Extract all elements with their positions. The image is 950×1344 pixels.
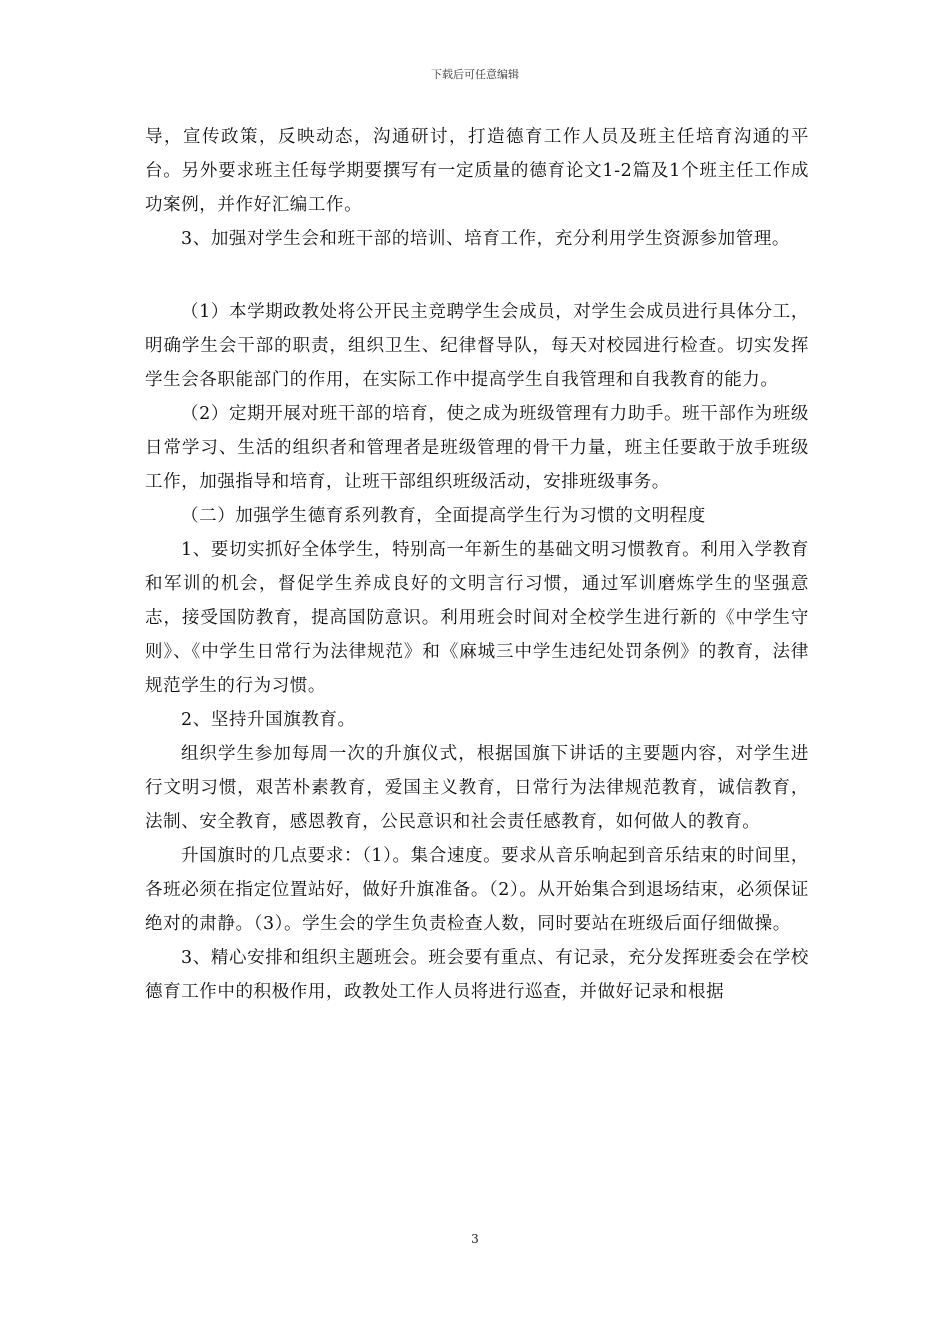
- section-heading: （二）加强学生德育系列教育，全面提高学生行为习惯的文明程度: [181, 506, 706, 526]
- page-number: 3: [471, 1232, 479, 1246]
- paragraph: 2、坚持升国旗教育。: [181, 710, 356, 730]
- paragraph: 3、加强对学生会和班干部的培训、培育工作，充分利用学生资源参加管理。: [181, 229, 791, 249]
- page-header: 下载后可任意编辑: [431, 68, 519, 81]
- paragraph: （2）定期开展对班干部的培育，使之成为班级管理有力助手。班干部作为班级日常学习、生活的组织者和管理者是班级管理的骨干力量，班主任要敢于放手班级工作，加强指导和培育，让班干部组织班级活动，安排班级事务。: [145, 404, 809, 492]
- paragraph: 组织学生参加每周一次的升旗仪式，根据国旗下讲话的主要题内容，对学生进行文明习惯，艰苦朴素教育，爱国主义教育，日常行为法律规范教育，诚信教育，法制、安全教育，感恩教育，公民意识和社会责任感教育，如何做人的教育。: [145, 744, 809, 832]
- paragraph: （1）本学期政教处将公开民主竞聘学生会成员，对学生会成员进行具体分工，明确学生会干部的职责，组织卫生、纪律督导队，每天对校园进行检查。切实发挥学生会各职能部门的作用，在实际工作中提高学生自我管理和自我教育的能力。: [145, 302, 809, 390]
- paragraph: 导，宣传政策，反映动态，沟通研讨，打造德育工作人员及班主任培育沟通的平台。另外要求班主任每学期要撰写有一定质量的德育论文1-2篇及1个班主任工作成功案例，并作好汇编工作。: [145, 127, 809, 215]
- paragraph: 3、精心安排和组织主题班会。班会要有重点、有记录，充分发挥班委会在学校德育工作中的积极作用，政教处工作人员将进行巡查，并做好记录和根据: [145, 948, 809, 1002]
- paragraph: 升国旗时的几点要求：（1）。集合速度。要求从音乐响起到音乐结束的时间里，各班必须在指定位置站好，做好升旗准备。（2）。从开始集合到退场结束，必须保证绝对的肃静。（3）。学生会的学生负责检查人数，同时要站在班级后面仔细做操。: [145, 846, 809, 934]
- document-body: [145, 120, 809, 1009]
- paragraph: 1、要切实抓好全体学生，特别高一年新生的基础文明习惯教育。利用入学教育和军训的机会，督促学生养成良好的文明言行习惯，通过军训磨炼学生的坚强意志，接受国防教育，提高国防意识。利用班会时间对全校学生进行新的《中学生守则》、《中学生日常行为法律规范》和《麻城三中学生违纪处罚条例》的教育，法律规范学生的行为习惯。: [145, 540, 809, 696]
- blank-line: [145, 256, 809, 295]
